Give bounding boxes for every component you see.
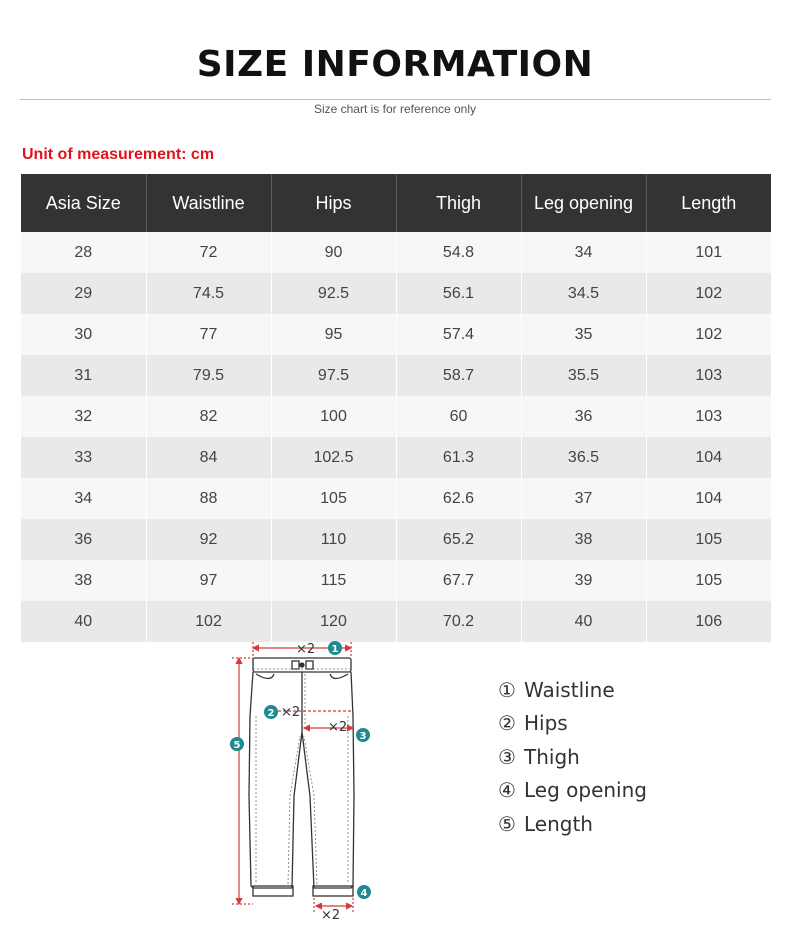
table-cell: 33 bbox=[21, 437, 146, 478]
table-cell: 70.2 bbox=[396, 601, 521, 642]
hips-multiplier: ×2 bbox=[281, 705, 301, 720]
table-cell: 97.5 bbox=[271, 355, 396, 396]
legend-label: Hips bbox=[524, 711, 568, 736]
pants-diagram bbox=[220, 636, 380, 926]
column-header: Leg opening bbox=[521, 174, 646, 232]
table-cell: 40 bbox=[21, 601, 146, 642]
table-row bbox=[21, 355, 771, 396]
column-header: Asia Size bbox=[21, 174, 146, 232]
table-cell: 115 bbox=[271, 560, 396, 601]
table-cell: 62.6 bbox=[396, 478, 521, 519]
legend-number: ④ bbox=[498, 778, 516, 803]
table-cell: 40 bbox=[521, 601, 646, 642]
table-cell: 32 bbox=[21, 396, 146, 437]
thigh-multiplier: ×2 bbox=[328, 720, 348, 735]
table-row bbox=[21, 478, 771, 519]
table-cell: 102 bbox=[146, 601, 271, 642]
table-cell: 84 bbox=[146, 437, 271, 478]
table-cell: 34 bbox=[21, 478, 146, 519]
legend-number: ① bbox=[498, 678, 516, 702]
legend-number: ② bbox=[498, 711, 516, 736]
marker-2 bbox=[264, 705, 278, 719]
svg-text:5: 5 bbox=[233, 740, 241, 751]
table-cell: 95 bbox=[271, 314, 396, 355]
svg-text:2: 2 bbox=[267, 708, 275, 719]
table-cell: 36 bbox=[21, 519, 146, 560]
table-cell: 36.5 bbox=[521, 437, 646, 478]
page-subtitle: Size chart is for reference only bbox=[313, 102, 477, 116]
table-cell: 35.5 bbox=[521, 355, 646, 396]
table-cell: 60 bbox=[396, 396, 521, 437]
svg-text:4: 4 bbox=[360, 888, 368, 899]
table-row bbox=[21, 314, 771, 355]
table-cell: 56.1 bbox=[396, 273, 521, 314]
table-cell: 106 bbox=[646, 601, 771, 642]
table-cell: 82 bbox=[146, 396, 271, 437]
table-cell: 102 bbox=[646, 314, 771, 355]
table-row bbox=[21, 396, 771, 437]
legend-item-waistline bbox=[498, 676, 647, 709]
table-cell: 102 bbox=[646, 273, 771, 314]
table-cell: 67.7 bbox=[396, 560, 521, 601]
marker-3 bbox=[356, 728, 370, 742]
column-header: Length bbox=[646, 174, 771, 232]
table-cell: 92.5 bbox=[271, 273, 396, 314]
table-cell: 105 bbox=[271, 478, 396, 519]
table-cell: 36 bbox=[521, 396, 646, 437]
legend-label: Length bbox=[524, 811, 593, 836]
table-cell: 74.5 bbox=[146, 273, 271, 314]
table-cell: 77 bbox=[146, 314, 271, 355]
table-cell: 39 bbox=[521, 560, 646, 601]
legend-label: Leg opening bbox=[524, 778, 647, 803]
table-cell: 35 bbox=[521, 314, 646, 355]
table-cell: 58.7 bbox=[396, 355, 521, 396]
table-body bbox=[21, 232, 771, 642]
table-row bbox=[21, 560, 771, 601]
legend-label: Waistline bbox=[524, 678, 615, 702]
table-cell: 37 bbox=[521, 478, 646, 519]
marker-5 bbox=[230, 737, 244, 751]
table-row bbox=[21, 519, 771, 560]
table-row bbox=[21, 601, 771, 642]
column-header: Waistline bbox=[146, 174, 271, 232]
table-cell: 29 bbox=[21, 273, 146, 314]
size-table bbox=[21, 174, 771, 642]
legend-number: ⑤ bbox=[498, 811, 516, 836]
table-cell: 100 bbox=[271, 396, 396, 437]
table-row bbox=[21, 232, 771, 273]
table-cell: 103 bbox=[646, 355, 771, 396]
pants-outline bbox=[249, 658, 354, 896]
table-cell: 97 bbox=[146, 560, 271, 601]
table-cell: 65.2 bbox=[396, 519, 521, 560]
table-cell: 104 bbox=[646, 437, 771, 478]
table-cell: 110 bbox=[271, 519, 396, 560]
table-cell: 34 bbox=[521, 232, 646, 273]
table-cell: 90 bbox=[271, 232, 396, 273]
marker-4 bbox=[357, 885, 371, 899]
table-cell: 120 bbox=[271, 601, 396, 642]
table-cell: 34.5 bbox=[521, 273, 646, 314]
table-cell: 104 bbox=[646, 478, 771, 519]
table-cell: 101 bbox=[646, 232, 771, 273]
table-cell: 103 bbox=[646, 396, 771, 437]
marker-1 bbox=[328, 641, 342, 655]
waistline-multiplier: ×2 bbox=[296, 642, 316, 657]
table-cell: 72 bbox=[146, 232, 271, 273]
table-cell: 28 bbox=[21, 232, 146, 273]
page-title: SIZE INFORMATION bbox=[196, 44, 594, 85]
table-cell: 79.5 bbox=[146, 355, 271, 396]
title-divider bbox=[20, 99, 771, 100]
column-header: Thigh bbox=[396, 174, 521, 232]
table-cell: 54.8 bbox=[396, 232, 521, 273]
table-cell: 31 bbox=[21, 355, 146, 396]
measurement-legend bbox=[498, 676, 647, 843]
leg-opening-multiplier: ×2 bbox=[321, 908, 341, 923]
legend-item-length bbox=[498, 810, 647, 843]
table-header-row bbox=[21, 174, 771, 232]
table-row bbox=[21, 437, 771, 478]
table-cell: 92 bbox=[146, 519, 271, 560]
table-cell: 88 bbox=[146, 478, 271, 519]
table-cell: 105 bbox=[646, 519, 771, 560]
table-cell: 61.3 bbox=[396, 437, 521, 478]
table-cell: 38 bbox=[21, 560, 146, 601]
unit-label: Unit of measurement: cm bbox=[22, 146, 215, 163]
legend-item-hips bbox=[498, 709, 647, 742]
svg-text:1: 1 bbox=[331, 644, 339, 655]
table-cell: 38 bbox=[521, 519, 646, 560]
column-header: Hips bbox=[271, 174, 396, 232]
legend-number: ③ bbox=[498, 744, 516, 769]
table-cell: 57.4 bbox=[396, 314, 521, 355]
table-cell: 102.5 bbox=[271, 437, 396, 478]
legend-label: Thigh bbox=[524, 744, 580, 769]
legend-item-leg-opening bbox=[498, 776, 647, 809]
table-cell: 30 bbox=[21, 314, 146, 355]
table-row bbox=[21, 273, 771, 314]
svg-text:3: 3 bbox=[359, 731, 367, 742]
legend-item-thigh bbox=[498, 743, 647, 776]
table-cell: 105 bbox=[646, 560, 771, 601]
